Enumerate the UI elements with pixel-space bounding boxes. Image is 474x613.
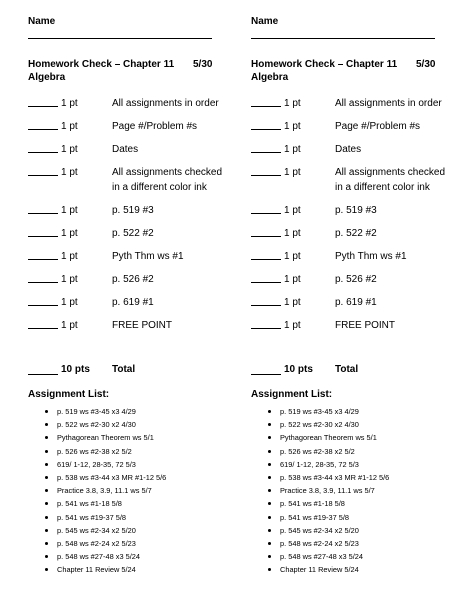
row-points: 1 pt xyxy=(284,251,301,262)
assignment-text: p. 519 ws #3-45 x3 4/29 xyxy=(57,407,136,416)
assignment-text: p. 548 ws #2-24 x2 5/23 xyxy=(57,539,136,549)
name-line[interactable] xyxy=(251,38,435,39)
bullet-icon xyxy=(268,463,271,466)
assignment-list-heading: Assignment List: xyxy=(251,389,333,400)
row-description: FREE POINT xyxy=(112,320,173,331)
subject-text: Algebra xyxy=(28,72,66,83)
bullet-icon xyxy=(268,555,271,558)
assignment-text: p. 526 ws #2-38 x2 5/2 xyxy=(280,446,355,456)
name-label: Name xyxy=(28,16,56,27)
assignment-text: p. 541 ws #19-37 5/8 xyxy=(57,512,127,522)
list-item xyxy=(251,418,389,431)
list-item xyxy=(28,550,166,563)
list-item xyxy=(28,458,166,471)
assignment-text: 619/ 1-12, 28-35, 72 5/3 xyxy=(57,459,136,469)
bullet-icon xyxy=(268,502,271,505)
assignment-list xyxy=(251,405,389,577)
score-blank[interactable] xyxy=(28,96,58,107)
bullet-icon xyxy=(268,436,271,439)
worksheet-title xyxy=(28,58,218,84)
list-item xyxy=(251,563,389,576)
title-text: Homework Check – Chapter 11 xyxy=(28,59,175,70)
worksheet-title xyxy=(251,58,441,84)
row-points: 1 pt xyxy=(61,297,78,308)
row-points: 1 pt xyxy=(61,320,78,331)
bullet-icon xyxy=(268,450,271,453)
list-item xyxy=(251,524,389,537)
row-points: 1 pt xyxy=(61,274,78,285)
list-item xyxy=(28,484,166,497)
bullet-icon xyxy=(268,410,271,413)
bullet-icon xyxy=(45,423,48,426)
list-item xyxy=(28,471,166,484)
bullet-icon xyxy=(45,489,48,492)
score-blank[interactable] xyxy=(28,203,58,214)
assignment-text: p. 548 ws #27-48 x3 5/24 xyxy=(280,552,363,562)
list-item xyxy=(28,563,166,576)
subject-text: Algebra xyxy=(251,72,289,83)
total-label: Total xyxy=(335,364,359,375)
score-blank[interactable] xyxy=(28,119,58,130)
total-points: 10 pts xyxy=(284,364,313,375)
assignment-text: p. 541 ws #1-18 5/8 xyxy=(280,499,345,509)
row-description: Dates xyxy=(112,144,139,155)
total-blank[interactable] xyxy=(28,364,58,375)
score-blank[interactable] xyxy=(28,249,58,260)
row-points: 1 pt xyxy=(61,251,78,262)
score-blank[interactable] xyxy=(28,226,58,237)
row-points: 1 pt xyxy=(284,228,301,239)
row-points: 1 pt xyxy=(61,98,78,109)
total-blank[interactable] xyxy=(251,364,281,375)
score-blank[interactable] xyxy=(251,249,281,260)
bullet-icon xyxy=(268,568,271,571)
assignment-text: p. 545 ws #2-34 x2 5/20 xyxy=(57,525,136,535)
list-item xyxy=(251,431,389,444)
row-points: 1 pt xyxy=(284,320,301,331)
assignment-text: p. 522 ws #2-30 x2 4/30 xyxy=(57,420,136,430)
list-item xyxy=(28,431,166,444)
assignment-text: p. 541 ws #1-18 5/8 xyxy=(57,499,122,509)
list-item xyxy=(251,405,389,418)
list-item xyxy=(251,445,389,458)
list-item xyxy=(28,497,166,510)
score-blank[interactable] xyxy=(251,318,281,329)
list-item xyxy=(251,484,389,497)
due-date: 5/30 xyxy=(193,59,213,70)
score-blank[interactable] xyxy=(251,119,281,130)
assignment-text: Chapter 11 Review 5/24 xyxy=(57,565,136,575)
assignment-text: Pythagorean Theorem ws 5/1 xyxy=(280,433,377,443)
row-description: p. 522 #2 xyxy=(335,228,377,239)
row-points: 1 pt xyxy=(284,121,301,132)
total-label: Total xyxy=(112,364,136,375)
score-blank[interactable] xyxy=(251,226,281,237)
row-description: All assignments in order xyxy=(112,98,219,109)
row-points: 1 pt xyxy=(284,98,301,109)
assignment-text: p. 519 ws #3-45 x3 4/29 xyxy=(280,407,359,416)
row-description: p. 619 #1 xyxy=(112,297,154,308)
assignment-list-heading: Assignment List: xyxy=(28,389,110,400)
bullet-icon xyxy=(45,450,48,453)
list-item xyxy=(28,445,166,458)
due-date: 5/30 xyxy=(416,59,436,70)
bullet-icon xyxy=(268,529,271,532)
score-blank[interactable] xyxy=(28,165,58,176)
score-blank[interactable] xyxy=(251,165,281,176)
row-points: 1 pt xyxy=(61,228,78,239)
row-description: Pyth Thm ws #1 xyxy=(335,251,407,262)
row-description: Page #/Problem #s xyxy=(112,121,198,132)
list-item xyxy=(28,511,166,524)
row-description: FREE POINT xyxy=(335,320,396,331)
list-item xyxy=(251,471,389,484)
row-description: p. 519 #3 xyxy=(112,205,154,216)
assignment-text: p. 541 ws #19-37 5/8 xyxy=(280,512,350,522)
score-blank[interactable] xyxy=(251,203,281,214)
row-points: 1 pt xyxy=(284,274,301,285)
list-item xyxy=(28,418,166,431)
row-description: All assignments checked in a different color ink xyxy=(112,167,223,193)
bullet-icon xyxy=(45,568,48,571)
list-item xyxy=(251,550,389,563)
list-item xyxy=(28,524,166,537)
assignment-text: Pythagorean Theorem ws 5/1 xyxy=(57,433,154,443)
name-label: Name xyxy=(251,16,279,27)
bullet-icon xyxy=(45,529,48,532)
row-description: p. 522 #2 xyxy=(112,228,154,239)
bullet-icon xyxy=(268,542,271,545)
bullet-icon xyxy=(45,410,48,413)
bullet-icon xyxy=(45,542,48,545)
list-item xyxy=(28,405,166,418)
bullet-icon xyxy=(45,436,48,439)
assignment-text: p. 548 ws #27-48 x3 5/24 xyxy=(57,552,140,562)
row-points: 1 pt xyxy=(61,144,78,155)
assignment-text: p. 538 ws #3-44 x3 MR #1-12 5/6 xyxy=(280,473,390,483)
bullet-icon xyxy=(268,423,271,426)
row-description: p. 526 #2 xyxy=(112,274,154,285)
row-points: 1 pt xyxy=(284,144,301,155)
score-blank[interactable] xyxy=(28,318,58,329)
assignment-text: p. 538 ws #3-44 x3 MR #1-12 5/6 xyxy=(57,473,167,483)
assignment-text: Practice 3.8, 3.9, 11.1 ws 5/7 xyxy=(57,486,152,496)
score-blank[interactable] xyxy=(251,295,281,306)
row-description: Page #/Problem #s xyxy=(335,121,421,132)
assignment-text: 619/ 1-12, 28-35, 72 5/3 xyxy=(280,459,359,469)
bullet-icon xyxy=(45,516,48,519)
row-points: 1 pt xyxy=(284,297,301,308)
row-points: 1 pt xyxy=(61,121,78,132)
row-description: All assignments in order xyxy=(335,98,442,109)
assignment-list xyxy=(28,405,166,577)
bullet-icon xyxy=(268,516,271,519)
row-description: Pyth Thm ws #1 xyxy=(112,251,184,262)
bullet-icon xyxy=(45,555,48,558)
row-points: 1 pt xyxy=(284,167,301,178)
assignment-text: p. 526 ws #2-38 x2 5/2 xyxy=(57,446,132,456)
score-blank[interactable] xyxy=(28,142,58,153)
assignment-text: p. 522 ws #2-30 x2 4/30 xyxy=(280,420,359,430)
assignment-text: p. 548 ws #2-24 x2 5/23 xyxy=(280,539,359,549)
bullet-icon xyxy=(45,476,48,479)
total-points: 10 pts xyxy=(61,364,90,375)
row-description: p. 526 #2 xyxy=(335,274,377,285)
bullet-icon xyxy=(268,489,271,492)
score-blank[interactable] xyxy=(251,96,281,107)
assignment-text: Practice 3.8, 3.9, 11.1 ws 5/7 xyxy=(280,486,375,496)
row-points: 1 pt xyxy=(61,167,78,178)
score-blank[interactable] xyxy=(251,142,281,153)
title-text: Homework Check – Chapter 11 xyxy=(251,59,398,70)
list-item xyxy=(251,537,389,550)
list-item xyxy=(251,497,389,510)
assignment-text: p. 545 ws #2-34 x2 5/20 xyxy=(280,525,359,535)
row-points: 1 pt xyxy=(61,205,78,216)
score-blank[interactable] xyxy=(251,272,281,283)
score-blank[interactable] xyxy=(28,295,58,306)
row-description: Dates xyxy=(335,144,362,155)
row-description: All assignments checked in a different color ink xyxy=(335,167,446,193)
row-description: p. 619 #1 xyxy=(335,297,377,308)
bullet-icon xyxy=(268,476,271,479)
score-blank[interactable] xyxy=(28,272,58,283)
list-item xyxy=(251,458,389,471)
bullet-icon xyxy=(45,463,48,466)
list-item xyxy=(28,537,166,550)
row-description: p. 519 #3 xyxy=(335,205,377,216)
assignment-text: Chapter 11 Review 5/24 xyxy=(280,565,359,575)
list-item xyxy=(251,511,389,524)
name-line[interactable] xyxy=(28,38,212,39)
bullet-icon xyxy=(45,502,48,505)
row-points: 1 pt xyxy=(284,205,301,216)
